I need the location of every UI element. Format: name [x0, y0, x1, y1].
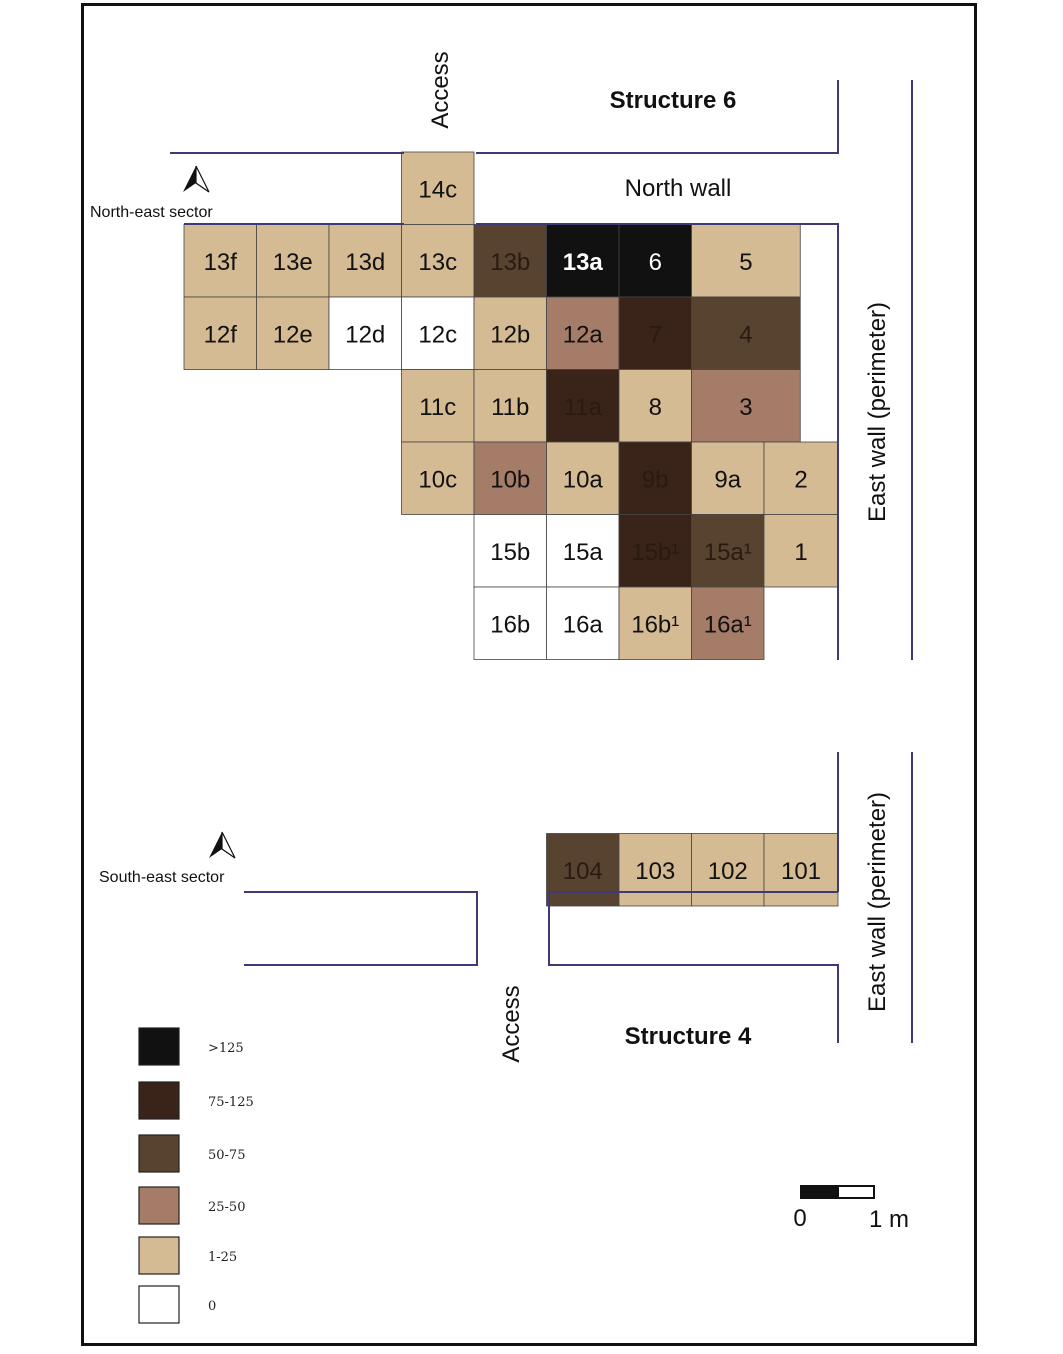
grid-cell-label: 15a¹	[703, 538, 752, 566]
grid-cell-label: 9a	[714, 466, 742, 494]
ne-sector-label: North-east sector	[90, 204, 213, 221]
scale-bar	[793, 1186, 909, 1233]
legend	[139, 1028, 254, 1323]
scale-end-label: 1 m	[868, 1206, 910, 1233]
grid-cell-label: 7	[648, 321, 662, 349]
grid-cell-label: 16a¹	[703, 611, 752, 639]
grid-cell-label: 2	[794, 466, 808, 494]
grid-cell-label: 1	[794, 538, 808, 566]
grid-cell-label: 15a	[562, 538, 603, 566]
grid-cell-label: 13b	[490, 248, 531, 276]
grid-cell-label: 3	[739, 393, 753, 421]
grid-cell-label: 15b	[490, 538, 531, 566]
grid-cell-label: 12c	[418, 321, 458, 349]
legend-label: 50-75	[208, 1148, 246, 1163]
grid-cell-label: 10b	[490, 466, 531, 494]
east-wall-label-bottom: East wall (perimeter)	[864, 791, 891, 1013]
grid-cells	[184, 152, 838, 906]
grid-cell-label: 4	[739, 321, 753, 349]
legend-swatch	[139, 1082, 179, 1119]
structure6-label: Structure 6	[609, 87, 737, 114]
grid-cell-label: 104	[562, 857, 603, 885]
north-arrow-icon	[183, 166, 209, 192]
grid-cell-label: 12f	[203, 321, 237, 349]
legend-swatch	[139, 1286, 179, 1323]
grid-cell-label: 13e	[272, 248, 313, 276]
structure4-label: Structure 4	[624, 1023, 752, 1050]
grid-cell-label: 16b	[490, 611, 531, 639]
grid-cell-label: 15b¹	[631, 538, 680, 566]
north-wall-label: North wall	[624, 175, 732, 202]
grid-cell-label: 8	[648, 393, 662, 421]
grid-cell-label: 13d	[345, 248, 386, 276]
grid-cell-label: 16a	[562, 611, 603, 639]
grid-cell-label: 101	[780, 857, 822, 885]
grid-cell-label: 12b	[490, 321, 531, 349]
grid-cell-label: 11b	[491, 393, 530, 421]
grid-cell-label: 9b	[641, 466, 669, 494]
grid-cell-label: 102	[707, 857, 748, 885]
grid-cell-label: 12e	[272, 321, 313, 349]
east-wall-label-top: East wall (perimeter)	[864, 301, 891, 523]
legend-label: 75-125	[208, 1095, 254, 1110]
grid-cell-label: 13a	[562, 248, 603, 276]
legend-swatch	[139, 1237, 179, 1274]
grid-cell-label: 5	[739, 248, 753, 276]
wall-line	[549, 892, 838, 1043]
north-arrow-icon	[209, 832, 235, 858]
legend-label: 25-50	[208, 1200, 246, 1215]
legend-label: 0	[208, 1299, 217, 1314]
grid-cell-label: 16b¹	[631, 611, 680, 639]
grid-cell-label: 11c	[419, 393, 457, 421]
grid-cell-label: 11a	[563, 393, 602, 421]
grid-cell-label: 10c	[418, 466, 458, 494]
grid-cell-label: 12a	[562, 321, 603, 349]
legend-swatch	[139, 1028, 179, 1065]
legend-label: >125	[208, 1041, 244, 1056]
grid-cell-label: 10a	[562, 466, 603, 494]
access-label-top: Access	[427, 51, 454, 129]
access-label-bottom: Access	[498, 985, 525, 1063]
grid-cell-label: 13c	[418, 248, 458, 276]
grid-cell-label: 6	[648, 248, 662, 276]
grid-cell-label: 12d	[345, 321, 386, 349]
grid-cell-label: 103	[635, 857, 676, 885]
se-sector-label: South-east sector	[99, 869, 225, 886]
legend-label: 1-25	[208, 1250, 238, 1265]
wall-line	[244, 892, 477, 965]
legend-swatch	[139, 1135, 179, 1172]
grid-cell-label: 13f	[203, 248, 237, 276]
grid-cell-label: 14c	[418, 176, 458, 204]
scale-start-label: 0	[793, 1205, 807, 1232]
legend-swatch	[139, 1187, 179, 1224]
